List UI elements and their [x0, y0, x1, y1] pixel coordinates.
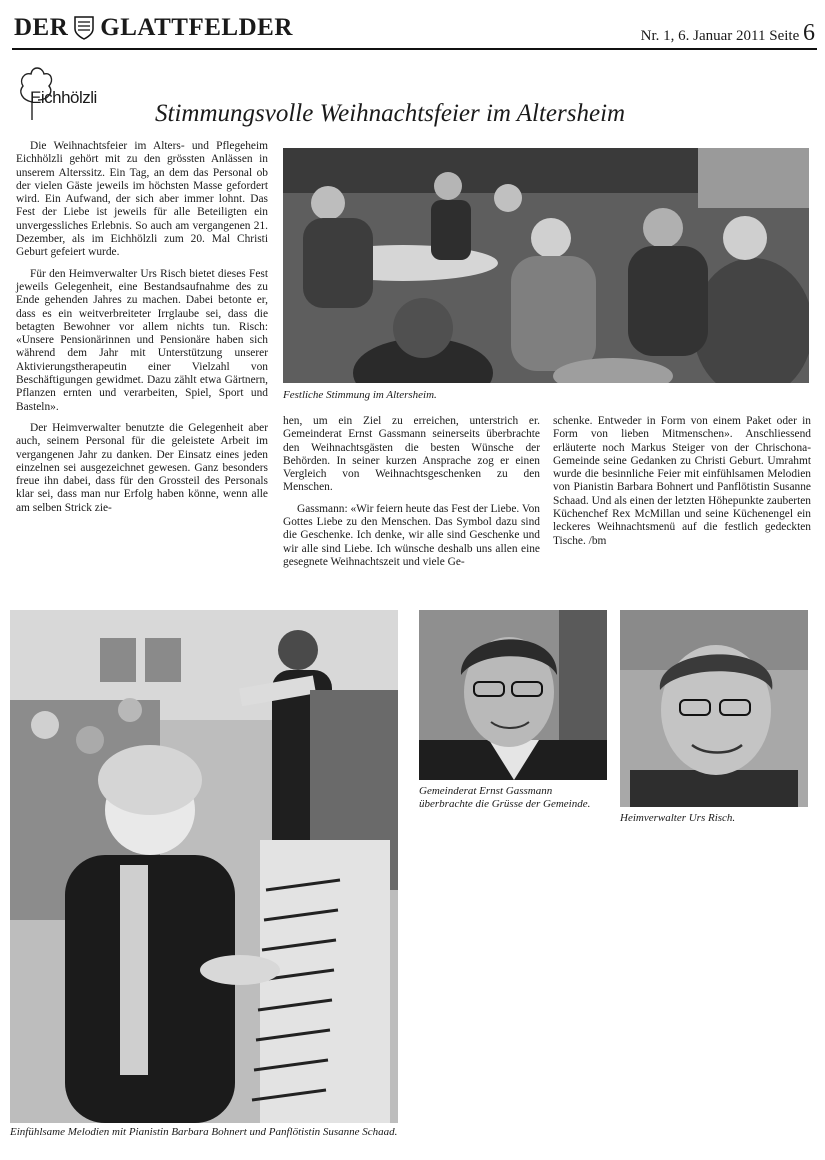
- page-number: 6: [803, 20, 815, 46]
- issue-date: Nr. 1, 6. Januar 2011: [640, 28, 766, 44]
- logo-text: Eichhölzli: [30, 88, 97, 107]
- article-column-2: [283, 415, 540, 569]
- caption-risch-photo: Heimverwalter Urs Risch.: [620, 812, 736, 824]
- photo-festive-gathering: [283, 148, 809, 383]
- article-column-1: [16, 140, 268, 523]
- masthead-title: [14, 14, 293, 42]
- paragraph: schenke. Entweder in Form von einem Paket oder in Form von lieben Mitmenschen». Anschliessend erläuterte noch Markus Steiger von der Chrischona-Gemeinde seine Gedanken zu Christi Geburt. Umrahmt wurde die besinnliche Feier mit einfühlsamen Melodien von Pianistin Barbara Bohnert und Panflötistin Susanne Schaad. Und als einen der letzten Höhepunkte zauberten Küchenchef Rex McMillan und seine Küchenengel ein leckeres Weihnachtsmenü auf die festlich gedeckten Tische. /bm: [553, 415, 811, 547]
- article-headline: Stimmungsvolle Weihnachtsfeier im Altersheim: [155, 100, 626, 127]
- masthead-title-left: DER: [14, 14, 69, 41]
- paragraph: Die Weihnachtsfeier im Alters- und Pflegeheim Eichhölzli gehört mit zu den grössten Anlässen in unserem Alterssitz. Ein Tag, an dem das Personal ob der vielen Gäste jeweils im höchsten Masse gefordert wird. Ein Aufwand, der sich aber immer lohnt. Das Fest der Liebe ist jeweils für alle Beteiligten ein unvergessliches Erlebnis. So auch am vergangenen 21. Dezember, als im Eichhölzli zum 20. Mal Christi Geburt gefeiert wurde.: [16, 140, 268, 259]
- paragraph: Der Heimverwalter benutzte die Gelegenheit aber auch, seinem Personal für die geleistete Arbeit im vergangenen Jahr zu danken. Der Einsatz eines jeden einzelnen sei ausgezeichnet gewesen. Ganz besonders freue ihn dabei, dass für den Grossteil des Personals klar sei, dass man nur Erfolg haben könne, wenn alle am selben Strick zie-: [16, 421, 268, 514]
- page-label: Seite: [769, 28, 800, 44]
- paragraph: hen, um ein Ziel zu erreichen, unterstrich er. Gemeinderat Ernst Gassmann seinerseits überbrachte den Weihnachtsgästen die besten Wünsche der Behörden. In seiner kurzen Ansprache zog er einen Vergleich von Weihnachtsgeschenken zu den Menschen.: [283, 415, 540, 494]
- article-column-3: [553, 415, 811, 548]
- coat-of-arms-icon: [74, 16, 94, 40]
- caption-top-photo: Festliche Stimmung im Altersheim.: [283, 389, 437, 401]
- paragraph: Gassmann: «Wir feiern heute das Fest der Liebe. Von Gottes Liebe zu den Menschen. Das Symbol dazu sind die Geschenke. Ich denke, wir alle sind Geschenke und wir alle sind Liebe. Ich wünsche deshalb uns allen eine gesegnete Weihnachtszeit und viele Ge-: [283, 502, 541, 568]
- masthead-title-right: GLATTFELDER: [100, 14, 293, 41]
- photo-musicians: [10, 610, 398, 1123]
- issue-info: [641, 20, 815, 47]
- masthead-divider: [12, 48, 817, 50]
- photo-ernst-gassmann: [419, 610, 607, 780]
- caption-piano-photo: Einfühlsame Melodien mit Pianistin Barbara Bohnert und Panflötistin Susanne Schaad.: [10, 1126, 398, 1138]
- paragraph: Für den Heimverwalter Urs Risch bietet dieses Fest jeweils Gelegenheit, eine Bestandsaufnahme des zu Ende gehenden Jahres zu machen. Dabei betonte er, dass es ein weitverbreiteter Irrglaube sei, dass die betagten Bewohner vor allem nichts tun. Risch: «Unsere Pensionärinnen und Pensionäre haben sich während dem Jahr mit Unterstützung unserer Aktivierungstherapeutin einer Vielzahl von Beschäftigungen gewidmet. Dazu zählt etwa Gärtnern, Pflanzen ernten und verarbeiten, Spiel, Sport und Basteln».: [16, 267, 268, 413]
- caption-gassmann-photo: Gemeinderat Ernst Gassmann überbrachte die Grüsse der Gemeinde.: [419, 785, 591, 810]
- photo-urs-risch: [620, 610, 808, 807]
